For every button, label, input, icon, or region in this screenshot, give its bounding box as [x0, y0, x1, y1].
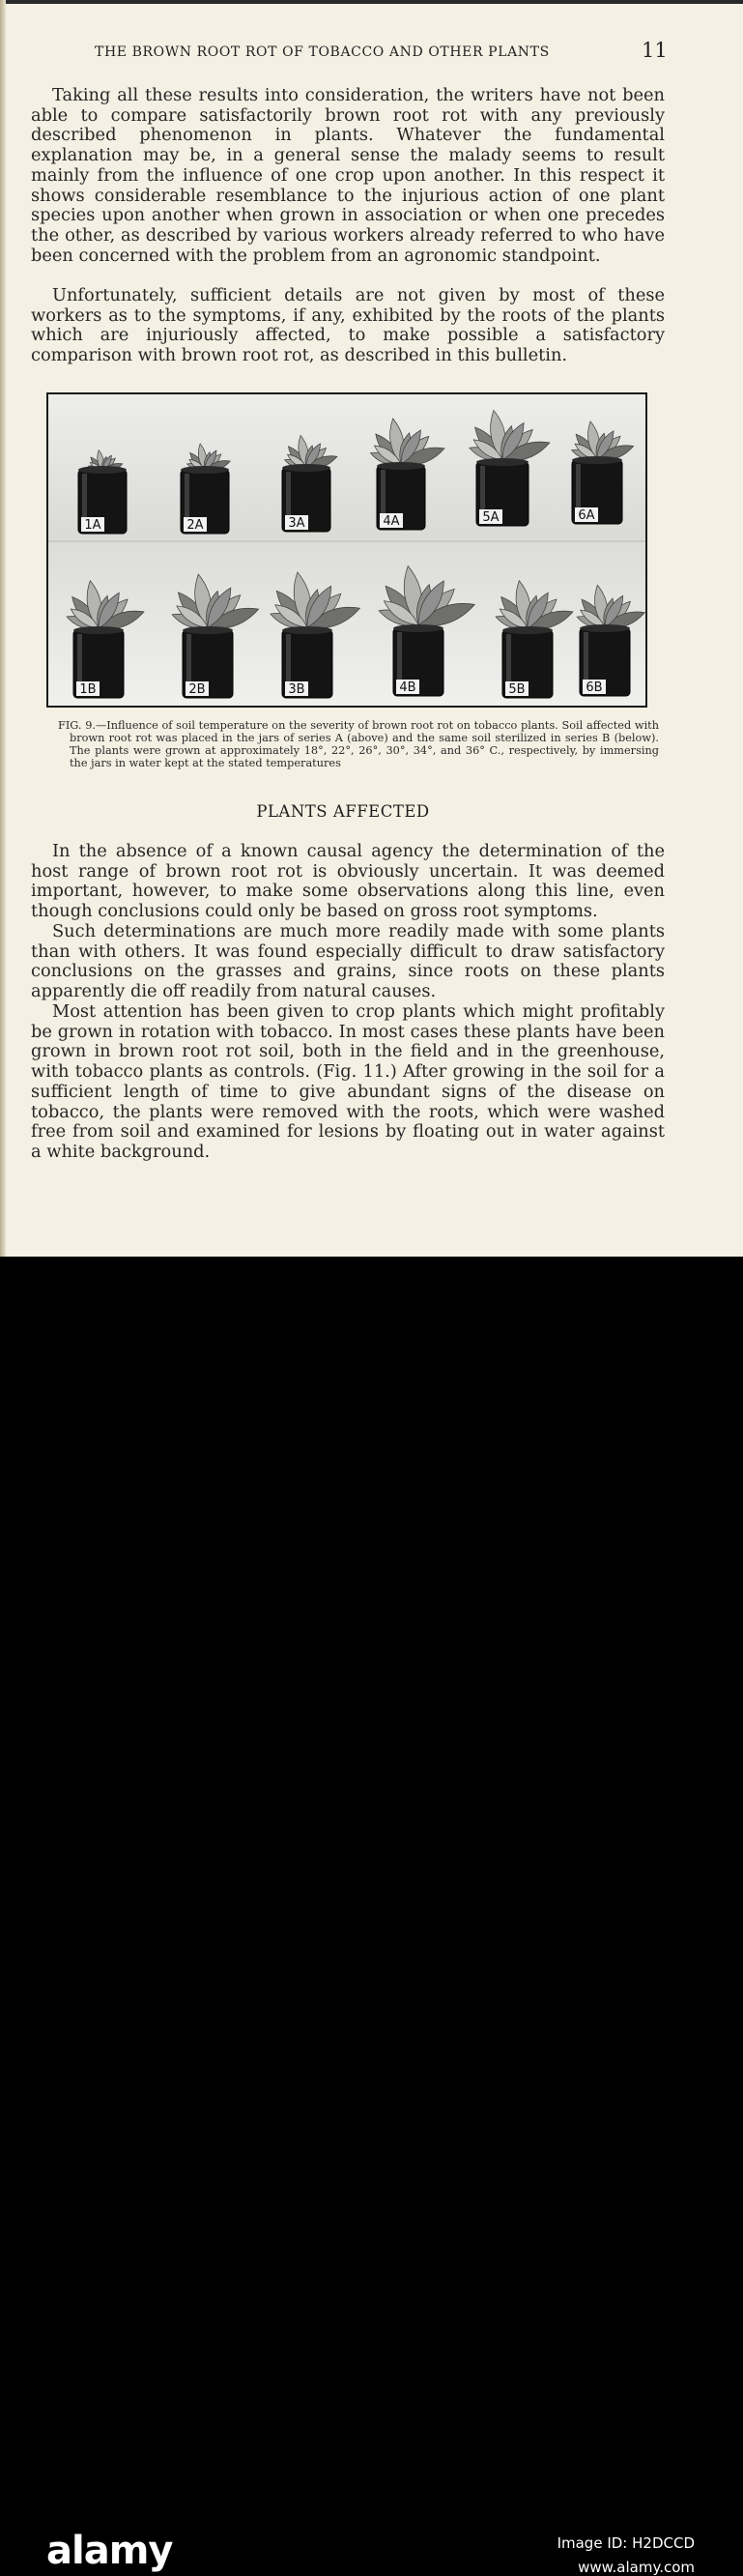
body-paragraph-4: Such determinations are much more readily made with some plants than with others. It was found especially difficult to draw satisfactory conclusions on the grasses and grains, since roots on these plants apparently die off readily from natural causes. [31, 921, 665, 1002]
book-page [0, 0, 743, 1257]
scan-top-edge [0, 0, 743, 4]
body-paragraph-3: In the absence of a known causal agency the determination of the host range of brown root rot is obviously uncertain. It was deemed important, however, to make some observations along this line, even though conclusions could only be based on gross root symptoms. [31, 841, 665, 922]
page-binding-edge [0, 0, 6, 1257]
figure-caption: FIG. 9.—Influence of soil temperature on the severity of brown root rot on tobacco plants. Soil affected with brown root rot was placed in the jars of series A (above) and the same soil sterilized in series B (below). The plants were grown at approximately 18°, 22°, 26°, 30°, 34°, and 36° C., respectively, by immersing the jars in water kept at the stated temperatures [58, 719, 659, 769]
body-paragraph-5: Most attention has been given to crop plants which might profitably be grown in rotation with tobacco. In most cases these plants have been grown in brown root rot soil, both in the field and in the greenhouse, with tobacco plants as controls. (Fig. 11.) After growing in the soil for a sufficient length of time to give abundant signs of the disease on tobacco, the plants were removed with the roots, which were washed free from soil and examined for lesions by floating out in water against a white background. [31, 1001, 665, 1162]
jar-label-5A: 5A [482, 510, 500, 525]
body-paragraph-1: Taking all these results into consideration, the writers have not been able to compare satisfactorily brown root rot with any previously described phenomenon in plants. Whatever the fundamental explanation may be, in a general sense the malady seems to result mainly from the influence of one crop upon another. In this respect it shows considerable resemblance to the injurious action of one plant species upon another when grown in association or when one precedes the other, as described by various workers already referred to who have been concerned with the problem from an agronomic standpoint. [31, 85, 665, 266]
jar-label-1A: 1A [84, 518, 101, 533]
running-title: THE BROWN ROOT ROT OF TOBACCO AND OTHER PLANTS [95, 44, 550, 60]
jar-label-3B: 3B [288, 682, 305, 697]
jar-label-4A: 4A [383, 514, 400, 529]
stock-watermark-bar [0, 1257, 743, 2576]
jar-label-3A: 3A [288, 516, 305, 531]
jar-label-6A: 6A [578, 508, 595, 523]
alamy-logo: alamy [46, 2529, 173, 2573]
image-id-label: Image ID: H2DCCD [557, 2534, 695, 2552]
site-url-label: www.alamy.com [578, 2559, 695, 2576]
jar-label-6B: 6B [586, 680, 603, 695]
jar-label-2B: 2B [188, 682, 206, 697]
jar-label-1B: 1B [79, 682, 97, 697]
jar-label-5B: 5B [508, 682, 526, 697]
body-paragraph-2: Unfortunately, sufficient details are not given by most of these workers as to the symptoms, if any, exhibited by the roots of the plants which are injuriously affected, to make possible a satisfactory comparison with brown root rot, as described in this bulletin. [31, 285, 665, 366]
section-heading: PLANTS AFFECTED [256, 802, 430, 821]
page-number: 11 [642, 39, 668, 62]
jar-label-2A: 2A [186, 518, 204, 533]
jar-label-4B: 4B [399, 680, 416, 695]
figure-photo-tobacco-jars [46, 392, 647, 708]
